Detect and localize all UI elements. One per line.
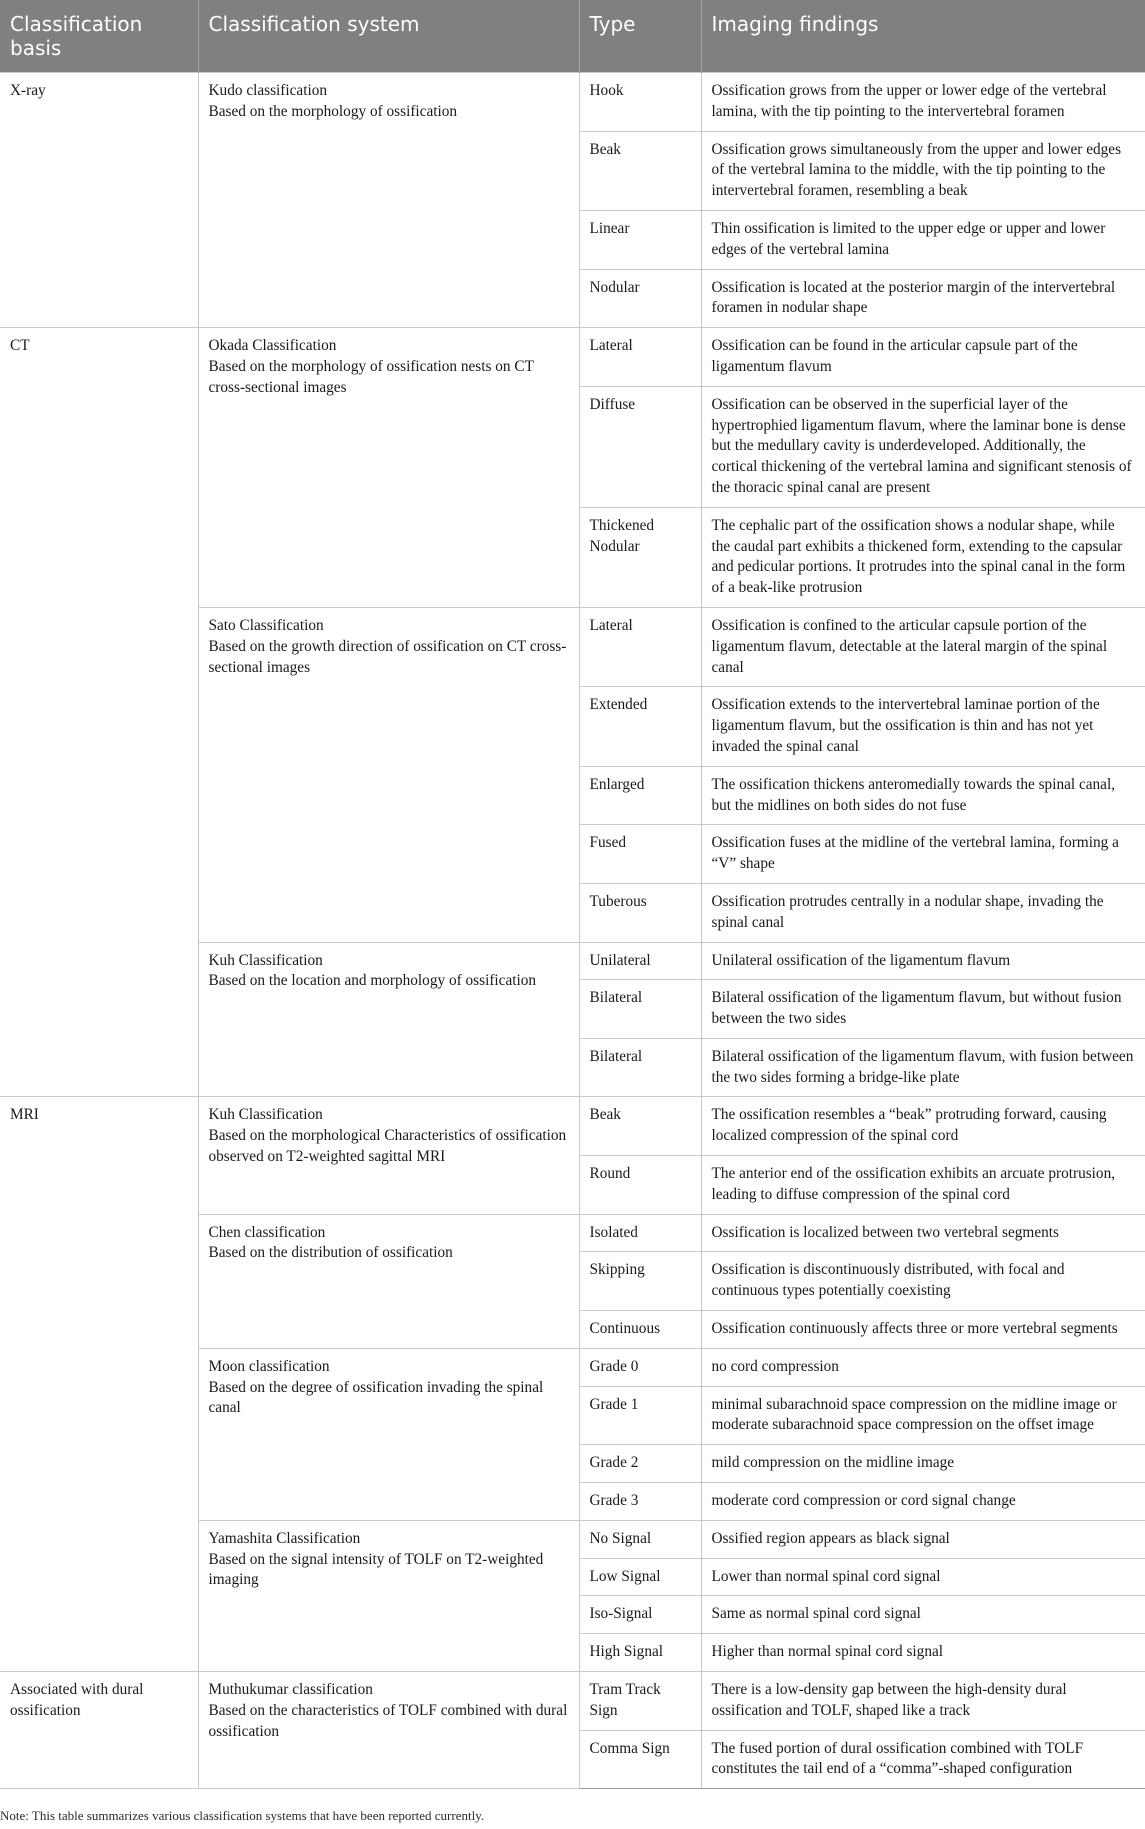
- table-row: [0, 1672, 1145, 1731]
- imaging-finding-cell: minimal subarachnoid space compression on the midline image or moderate subarachnoid space compression on the offset image: [701, 1386, 1145, 1445]
- classification-system-cell: [198, 1214, 579, 1348]
- system-name: Sato Classification: [208, 616, 324, 634]
- type-cell: Fused: [579, 825, 701, 884]
- system-name: Okada Classification: [208, 337, 337, 355]
- type-cell: Enlarged: [579, 766, 701, 825]
- type-cell: Grade 0: [579, 1348, 701, 1386]
- header-classification-basis: Classification basis: [0, 0, 198, 73]
- type-cell: No Signal: [579, 1520, 701, 1558]
- type-cell: Extended: [579, 687, 701, 766]
- imaging-finding-cell: Same as normal spinal cord signal: [701, 1596, 1145, 1634]
- type-cell: Diffuse: [579, 386, 701, 507]
- classification-system-cell: [198, 1097, 579, 1214]
- imaging-finding-cell: Bilateral ossification of the ligamentum flavum, but without fusion between the two sides: [701, 980, 1145, 1039]
- imaging-finding-cell: Ossification is confined to the articular capsule portion of the ligamentum flavum, detectable at the lateral margin of the spinal canal: [701, 607, 1145, 686]
- classification-system-cell: [198, 1520, 579, 1671]
- classification-system-cell: [198, 1672, 579, 1789]
- imaging-finding-cell: Ossification can be found in the articular capsule part of the ligamentum flavum: [701, 328, 1145, 387]
- system-name: Kuh Classification: [208, 951, 323, 969]
- imaging-finding-cell: There is a low-density gap between the high-density dural ossification and TOLF, shaped like a track: [701, 1672, 1145, 1731]
- system-name: Moon classification: [208, 1357, 330, 1375]
- imaging-finding-cell: Ossification protrudes centrally in a nodular shape, invading the spinal canal: [701, 883, 1145, 942]
- system-name: Kudo classification: [208, 82, 328, 99]
- imaging-finding-cell: Higher than normal spinal cord signal: [701, 1634, 1145, 1672]
- type-cell: Tram Track Sign: [579, 1672, 701, 1731]
- type-cell: Grade 3: [579, 1483, 701, 1521]
- table-row: [0, 73, 1145, 132]
- table-row: [0, 328, 1145, 387]
- system-description: Based on the location and morphology of ossification: [208, 972, 537, 990]
- type-cell: Bilateral: [579, 1038, 701, 1097]
- imaging-finding-cell: The fused portion of dural ossification combined with TOLF constitutes the tail end of a “comma”-shaped configuration: [701, 1730, 1145, 1789]
- classification-system-cell: [198, 942, 579, 1097]
- system-description: Based on the degree of ossification invading the spinal canal: [208, 1378, 544, 1417]
- header-row: [0, 0, 1145, 73]
- type-cell: Unilateral: [579, 942, 701, 980]
- system-description: Based on the morphology of ossification: [208, 102, 458, 120]
- system-name: Kuh Classification: [208, 1106, 323, 1124]
- system-description: Based on the characteristics of TOLF combined with dural ossification: [208, 1701, 568, 1740]
- type-cell: Lateral: [579, 328, 701, 387]
- type-cell: Beak: [579, 131, 701, 210]
- header-classification-system: Classification system: [198, 0, 579, 73]
- imaging-finding-cell: Ossified region appears as black signal: [701, 1520, 1145, 1558]
- classification-system-cell: [198, 1348, 579, 1520]
- type-cell: Low Signal: [579, 1558, 701, 1596]
- imaging-finding-cell: Ossification continuously affects three or more vertebral segments: [701, 1311, 1145, 1349]
- system-description: Based on the distribution of ossification: [208, 1244, 453, 1262]
- system-name: Muthukumar classification: [208, 1681, 373, 1699]
- imaging-finding-cell: moderate cord compression or cord signal change: [701, 1483, 1145, 1521]
- classification-system-cell: [198, 328, 579, 608]
- table-row: [0, 1097, 1145, 1156]
- system-description: Based on the morphology of ossification nests on CT cross-sectional images: [208, 357, 534, 396]
- system-name: Chen classification: [208, 1223, 326, 1241]
- type-cell: Linear: [579, 210, 701, 269]
- type-cell: Beak: [579, 1097, 701, 1156]
- imaging-finding-cell: mild compression on the midline image: [701, 1445, 1145, 1483]
- type-cell: High Signal: [579, 1634, 701, 1672]
- imaging-finding-cell: Ossification is discontinuously distributed, with focal and continuous types potentially coexisting: [701, 1252, 1145, 1311]
- system-description: Based on the morphological Characteristics of ossification observed on T2-weighted sagittal MRI: [208, 1127, 567, 1166]
- table-body: [0, 73, 1145, 1789]
- imaging-finding-cell: The anterior end of the ossification exhibits an arcuate protrusion, leading to diffuse compression of the spinal cord: [701, 1156, 1145, 1215]
- type-cell: Grade 1: [579, 1386, 701, 1445]
- type-cell: Skipping: [579, 1252, 701, 1311]
- type-cell: Isolated: [579, 1214, 701, 1252]
- classification-system-cell: [198, 73, 579, 328]
- imaging-finding-cell: The ossification thickens anteromedially towards the spinal canal, but the midlines on both sides do not fuse: [701, 766, 1145, 825]
- type-cell: Grade 2: [579, 1445, 701, 1483]
- imaging-finding-cell: Ossification fuses at the midline of the vertebral lamina, forming a “V” shape: [701, 825, 1145, 884]
- imaging-finding-cell: Thin ossification is limited to the upper edge or upper and lower edges of the vertebral lamina: [701, 210, 1145, 269]
- imaging-finding-cell: Ossification grows from the upper or lower edge of the vertebral lamina, with the tip pointing to the intervertebral foramen: [701, 73, 1145, 132]
- system-name: Yamashita Classification: [208, 1529, 361, 1547]
- type-cell: Lateral: [579, 607, 701, 686]
- classification-basis-cell: CT: [0, 328, 198, 1097]
- table-note: Note: This table summarizes various classification systems that have been reported currently.: [0, 1808, 485, 1823]
- type-cell: Round: [579, 1156, 701, 1215]
- imaging-finding-cell: Ossification can be observed in the superficial layer of the hypertrophied ligamentum flavum, where the laminar bone is dense but the medullary cavity is underdeveloped. Additionally, the cortical thickening of the vertebral lamina and significant stenosis of the thoracic spinal canal are present: [701, 386, 1145, 507]
- imaging-finding-cell: Lower than normal spinal cord signal: [701, 1558, 1145, 1596]
- classification-basis-cell: MRI: [0, 1097, 198, 1672]
- type-cell: Tuberous: [579, 883, 701, 942]
- type-cell: Bilateral: [579, 980, 701, 1039]
- type-cell: Comma Sign: [579, 1730, 701, 1789]
- type-cell: Thickened Nodular: [579, 507, 701, 607]
- imaging-finding-cell: The cephalic part of the ossification shows a nodular shape, while the caudal part exhibits a thickened form, extending to the capsular and pedicular portions. It protrudes into the spinal canal in the form of a beak-like protrusion: [701, 507, 1145, 607]
- system-description: Based on the growth direction of ossification on CT cross-sectional images: [208, 637, 567, 676]
- type-cell: Hook: [579, 73, 701, 132]
- header-imaging-findings: Imaging findings: [701, 0, 1145, 73]
- imaging-finding-cell: The ossification resembles a “beak” protruding forward, causing localized compression of the spinal cord: [701, 1097, 1145, 1156]
- imaging-finding-cell: Ossification is localized between two vertebral segments: [701, 1214, 1145, 1252]
- table-header: [0, 0, 1145, 73]
- imaging-finding-cell: Unilateral ossification of the ligamentum flavum: [701, 942, 1145, 980]
- imaging-finding-cell: no cord compression: [701, 1348, 1145, 1386]
- imaging-finding-cell: Ossification grows simultaneously from the upper and lower edges of the vertebral lamina to the middle, with the tip pointing to the intervertebral foramen, resembling a beak: [701, 131, 1145, 210]
- header-type: Type: [579, 0, 701, 73]
- type-cell: Continuous: [579, 1311, 701, 1349]
- type-cell: Nodular: [579, 269, 701, 328]
- imaging-finding-cell: Ossification extends to the intervertebral laminae portion of the ligamentum flavum, but the ossification is thin and has not yet invaded the spinal canal: [701, 687, 1145, 766]
- classification-system-cell: [198, 607, 579, 942]
- system-description: Based on the signal intensity of TOLF on T2-weighted imaging: [208, 1550, 544, 1589]
- imaging-finding-cell: Bilateral ossification of the ligamentum flavum, with fusion between the two sides forming a bridge-like plate: [701, 1038, 1145, 1097]
- classification-basis-cell: Associated with dural ossification: [0, 1672, 198, 1789]
- type-cell: Iso-Signal: [579, 1596, 701, 1634]
- imaging-finding-cell: Ossification is located at the posterior margin of the intervertebral foramen in nodular shape: [701, 269, 1145, 328]
- classification-basis-cell: X-ray: [0, 73, 198, 328]
